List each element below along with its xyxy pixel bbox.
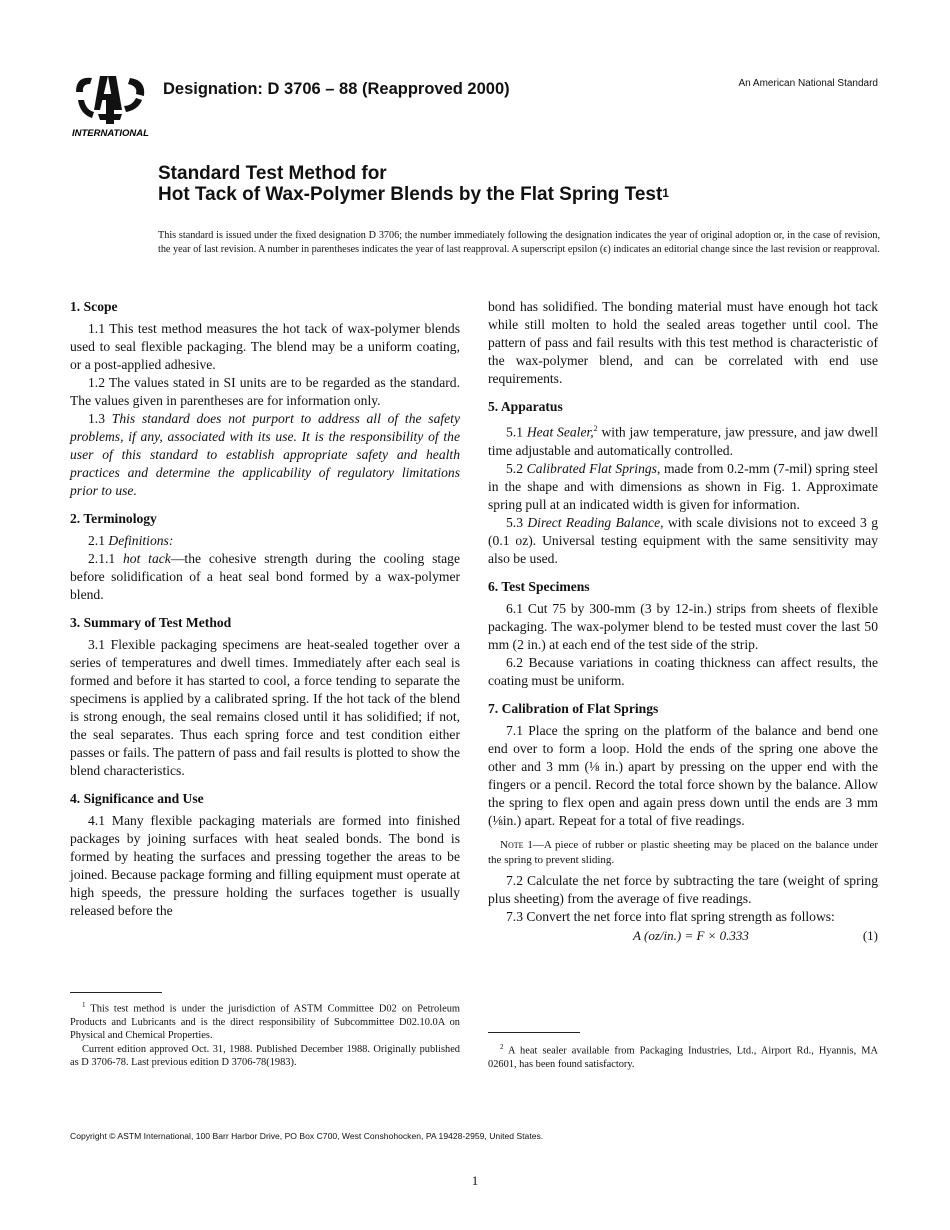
issuance-notice: This standard is issued under the fixed designation D 3706; the number immediately following the designation indicates the year of original adoption or, in the case of revision, the year of last revision. A number in parentheses indicates the year of last reapproval. A superscript epsilon (ϵ) indicates an editorial change since the last revision or reapproval. bbox=[158, 230, 880, 255]
paragraph-5-3 bbox=[488, 514, 878, 568]
footnote-2 bbox=[488, 1041, 878, 1071]
footnote-1-text bbox=[70, 999, 460, 1043]
title-line-2 bbox=[158, 184, 878, 206]
section-heading-summary: 3. Summary of Test Method bbox=[70, 615, 232, 630]
title-line-1: Standard Test Method for bbox=[158, 163, 387, 184]
definitions-label: Definitions: bbox=[108, 533, 174, 548]
note-text: —A piece of rubber or plastic sheeting may be placed on the balance under the spring to prevent sliding. bbox=[488, 838, 878, 866]
section-heading-significance: 4. Significance and Use bbox=[70, 791, 204, 806]
footnote-mark: 2 bbox=[500, 1043, 504, 1051]
apparatus-term: Direct Reading Balance bbox=[527, 514, 661, 530]
apparatus-term: Heat Sealer, bbox=[526, 424, 594, 440]
footnote-ref-2[interactable]: 2 bbox=[593, 424, 598, 433]
paragraph-1-2: 1.2 The values stated in SI units are to be regarded as the standard. The values given in parentheses are for information only. bbox=[70, 375, 460, 408]
title-footnote-ref[interactable]: 1 bbox=[662, 186, 669, 200]
paragraph-5-1 bbox=[488, 420, 878, 460]
footnote-1-body: This test method is under the jurisdiction of ASTM Committee D02 on Petroleum Products and Lubricants and is the direct responsibility of Subcommittee D02.10.0A on Physical and Chemical Properties. bbox=[70, 1003, 460, 1042]
section-heading-apparatus: 5. Apparatus bbox=[488, 399, 563, 414]
logo-wordmark: INTERNATIONAL bbox=[72, 128, 149, 139]
paragraph-number: 2.1 bbox=[88, 533, 105, 548]
document-title bbox=[158, 163, 878, 206]
title-main-text: Hot Tack of Wax-Polymer Blends by the Flat Spring Test bbox=[158, 184, 663, 205]
left-column bbox=[70, 298, 460, 920]
note-label: Note 1 bbox=[500, 838, 533, 851]
section-heading-specimens: 6. Test Specimens bbox=[488, 578, 590, 594]
section-heading-scope: 1. Scope bbox=[70, 299, 118, 314]
paragraph-number: 1.3 bbox=[88, 411, 105, 426]
astm-logo bbox=[70, 70, 150, 140]
paragraph-6-2: 6.2 Because variations in coating thickness can affect results, the coating must be uniform. bbox=[488, 654, 878, 688]
footnote-rule-right bbox=[488, 1032, 580, 1033]
paragraph-4-1-continued: bond has solidified. The bonding material must have enough hot tack while still molten to hold the sealed areas together until cool. The pattern of pass and fail results with this test method is characteristic of the wax-polymer blend, and can be correlated with end use requirements. bbox=[488, 299, 878, 386]
apparatus-text: with jaw temperature, jaw pressure, and jaw dwell time adjustable and automatically controlled. bbox=[488, 424, 878, 458]
apparatus-term: Calibrated Flat Springs bbox=[526, 460, 657, 476]
footnote-2-body: A heat sealer available from Packaging Industries, Ltd., Airport Rd., Hyannis, MA 02601, has been found satisfactory. bbox=[488, 1045, 878, 1070]
paragraph-6-1: 6.1 Cut 75 by 300-mm (3 by 12-in.) strips from sheets of flexible packaging. The wax-polymer blend to be tested must cover the last 50 mm (2 in.) at each end of the test side of the strip. bbox=[488, 600, 878, 652]
paragraph-7-2: 7.2 Calculate the net force by subtracting the tare (weight of spring plus sheeting) from the average of five readings. bbox=[488, 872, 878, 906]
paragraph-number: 5.3 bbox=[506, 514, 523, 530]
equation-body: A (oz/in.) = F × 0.333 bbox=[633, 927, 749, 943]
footnote-rule-left bbox=[70, 992, 162, 993]
footnote-mark: 1 bbox=[82, 1001, 86, 1009]
paragraph-2-1 bbox=[70, 532, 460, 550]
paragraph-2-1-1 bbox=[70, 550, 460, 604]
paragraph-5-2 bbox=[488, 460, 878, 514]
right-column bbox=[488, 298, 878, 945]
defined-term: hot tack bbox=[123, 551, 171, 566]
equation-number: (1) bbox=[862, 927, 878, 943]
paragraph-1-1: 1.1 This test method measures the hot tack of wax-polymer blends used to seal flexible packaging. The blend may be a uniform coating, or a post-applied adhesive. bbox=[70, 321, 460, 372]
equation-1 bbox=[488, 927, 878, 945]
footnote-2-text bbox=[488, 1041, 878, 1071]
section-heading-terminology: 2. Terminology bbox=[70, 511, 157, 526]
paragraph-1-3 bbox=[70, 410, 460, 500]
national-standard-label: An American National Standard bbox=[738, 78, 878, 89]
paragraph-number: 2.1.1 bbox=[88, 551, 116, 566]
paragraph-3-1: 3.1 Flexible packaging specimens are heat-sealed together over a series of temperatures and dwell times. Immediately after each seal is formed and before it has started to cool, a force tending to separate the specimens is applied by a calibrated spring. If the hot tack of the blend is strong enough, the seal remains closed until it has solidified; if not, the seal separates. Thus each spring force and test condition either passes or fails. The pattern of pass and fail results is plotted to show the blend characteristics. bbox=[70, 637, 460, 778]
copyright-notice: Copyright © ASTM International, 100 Barr Harbor Drive, PO Box C700, West Conshohocken, PA 19428-2959, United States. bbox=[70, 1131, 544, 1141]
footnote-1 bbox=[70, 999, 460, 1070]
paragraph-4-1: 4.1 Many flexible packaging materials are formed into finished packages by joining surfaces with heat sealed bonds. The bond is formed by heating the surfaces and pressing together the areas to be joined. Because package forming and filling equipment must operate at high speeds, the pressure holding the surfaces together is usually released before the bbox=[70, 813, 460, 918]
apparatus-text: , with scale divisions not to exceed 3 g (0.1 oz). Universal testing equipment with the same sensitivity may also be used. bbox=[488, 514, 878, 566]
paragraph-number: 5.2 bbox=[506, 460, 523, 476]
note-1 bbox=[488, 838, 878, 868]
footnote-1-edition: Current edition approved Oct. 31, 1988. Published December 1988. Originally published as D 3706-78. Last previous edition D 3706-78(1983). bbox=[70, 1043, 460, 1069]
paragraph-number: 5.1 bbox=[506, 424, 523, 440]
paragraph-7-3: 7.3 Convert the net force into flat spring strength as follows: bbox=[506, 908, 835, 924]
definition-text: —the cohesive strength during the cooling stage before solidification of a heat seal bond formed by a wax-polymer blend. bbox=[70, 551, 461, 602]
apparatus-text: , made from 0.2-mm (7-mil) spring steel in the shape and with dimensions as shown in Fig. 1. Approximate spring pull at an indicated width is given for information. bbox=[488, 460, 878, 512]
designation: Designation: D 3706 – 88 (Reapproved 2000) bbox=[163, 80, 510, 98]
section-heading-calibration: 7. Calibration of Flat Springs bbox=[488, 700, 659, 716]
page-number: 1 bbox=[471, 1173, 479, 1188]
safety-caveat: This standard does not purport to address all of the safety problems, if any, associated with its use. It is the responsibility of the user of this standard to establish appropriate safety and health practices and determine the applicability of regulatory limitations prior to use. bbox=[70, 411, 460, 498]
paragraph-7-1: 7.1 Place the spring on the platform of the balance and bend one end over to form a loop. Hold the ends of the spring one above the other and 3 mm (⅛ in.) apart by pressing on the upper end with the fingers or a pencil. Record the total force shown by the balance. Allow the spring to flex open and again press down until the ends are 3 mm (⅛in.) apart. Repeat for a total of five readings. bbox=[488, 722, 878, 828]
astm-logo-icon bbox=[70, 70, 150, 140]
